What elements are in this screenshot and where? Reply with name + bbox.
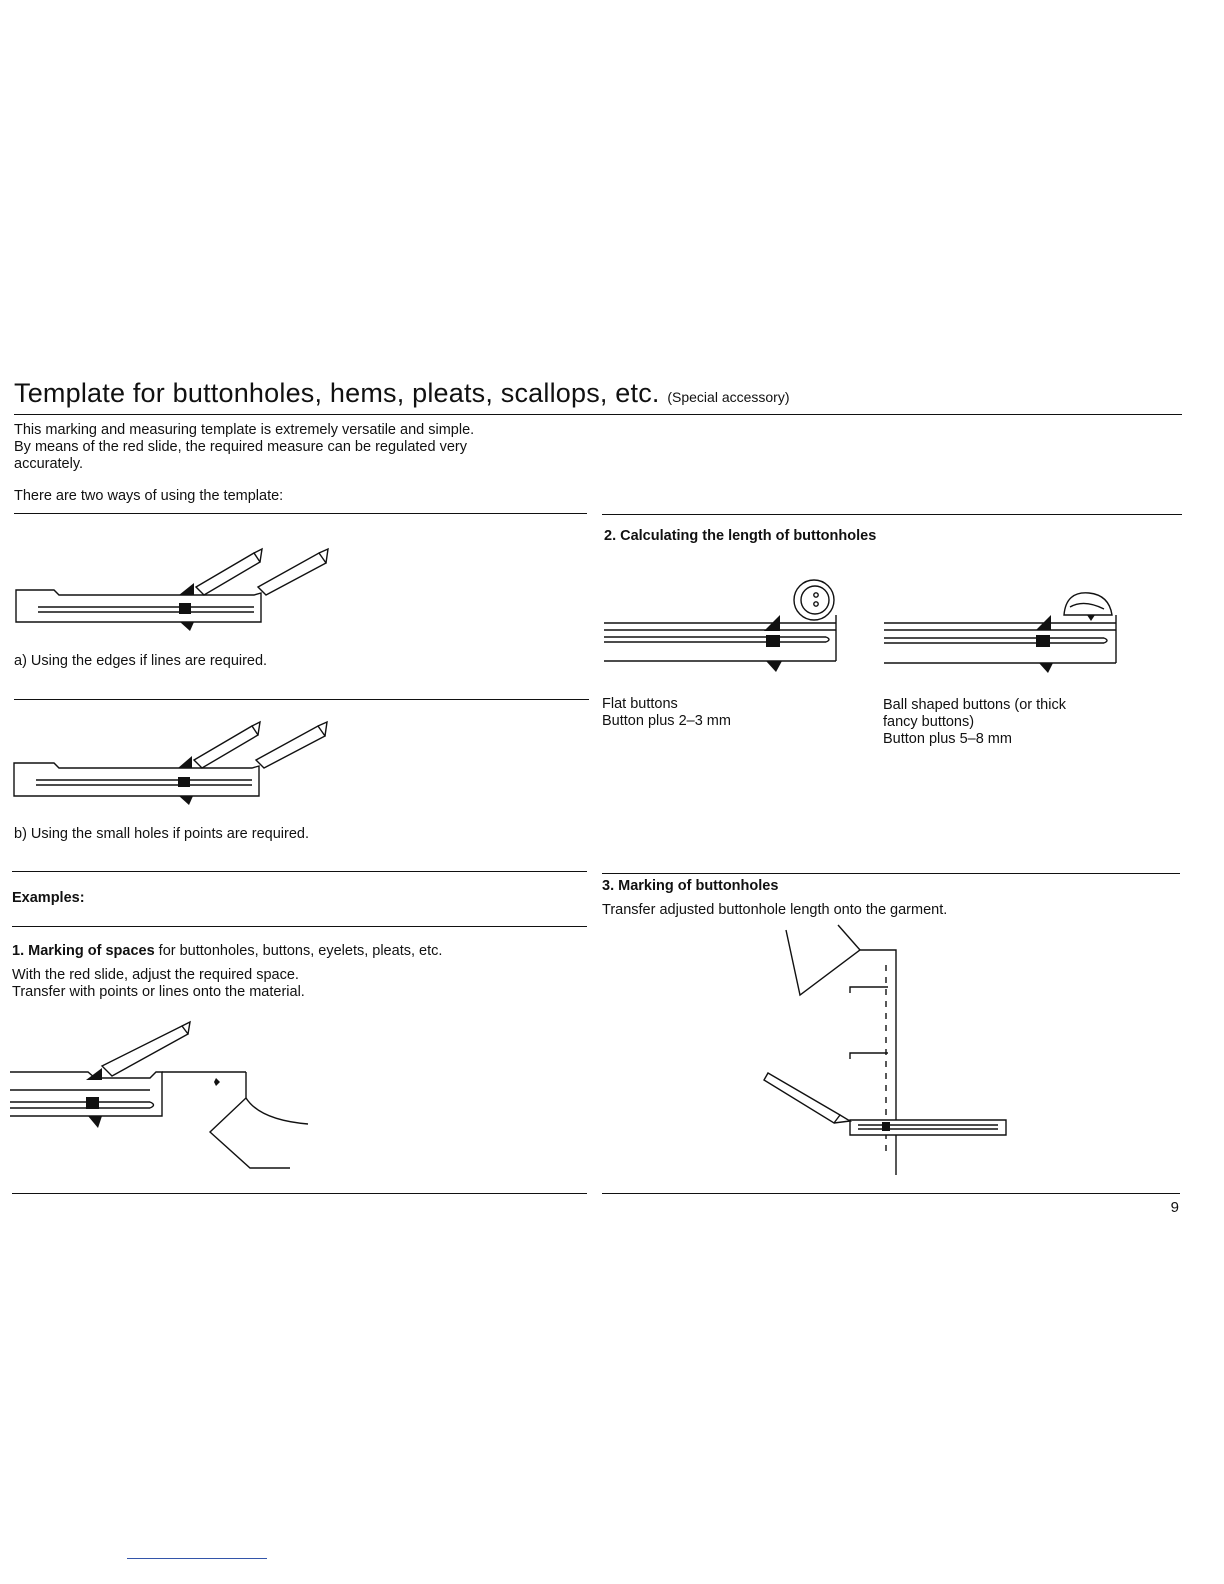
ex1-line2: With the red slide, adjust the required space. — [12, 967, 299, 983]
bottom-line-artifact — [127, 1558, 267, 1559]
ball-button-illustration — [884, 585, 1124, 680]
ex1-rest: for buttonholes, buttons, eyelets, pleats, etc. — [154, 943, 443, 959]
rule-left-2 — [14, 699, 589, 700]
method-a-caption: a) Using the edges if lines are required. — [14, 653, 268, 669]
flat-measure: Button plus 2–3 mm — [602, 713, 731, 729]
title-note: (Special accessory) — [667, 389, 790, 405]
ex1-number: 1. — [12, 943, 25, 959]
title-rule — [14, 414, 1182, 415]
rule-left-1 — [14, 513, 587, 514]
ex1-body — [12, 967, 305, 1001]
rule-right-bottom — [602, 1193, 1180, 1194]
page-title — [14, 378, 790, 409]
ex3-text: Transfer adjusted buttonhole length onto the garment. — [602, 902, 948, 918]
ball-label-line1: Ball shaped buttons (or thick — [883, 697, 1066, 713]
marking-buttonholes-illustration — [760, 925, 1020, 1180]
examples-heading: Examples: — [12, 890, 85, 906]
method-b-caption: b) Using the small holes if points are required. — [14, 826, 309, 842]
two-ways-text: There are two ways of using the template: — [14, 488, 284, 504]
intro-line: accurately. — [14, 456, 84, 472]
rule-right-1 — [602, 514, 1182, 515]
ball-measure: Button plus 5–8 mm — [883, 731, 1012, 747]
ex1-bold: Marking of spaces — [28, 943, 155, 959]
template-edges-illustration — [14, 545, 344, 640]
intro-line: This marking and measuring template is extremely versatile and simple. — [14, 422, 475, 438]
rule-left-3 — [12, 871, 587, 872]
ex2-heading: 2. Calculating the length of buttonholes — [604, 528, 877, 544]
flat-buttons-caption — [602, 696, 731, 730]
ex3-heading: 3. Marking of buttonholes — [602, 878, 779, 894]
intro-paragraph — [14, 422, 474, 473]
page-number: 9 — [1170, 1199, 1179, 1216]
intro-line: By means of the red slide, the required measure can be regulated very — [14, 439, 467, 455]
rule-left-bottom — [12, 1193, 587, 1194]
flat-label: Flat buttons — [602, 696, 678, 712]
title-text: Template for buttonholes, hems, pleats, scallops, etc. — [14, 378, 660, 408]
ball-buttons-caption — [883, 697, 1066, 748]
marking-spaces-illustration — [10, 1020, 320, 1175]
flat-button-illustration — [604, 575, 844, 675]
ex1-line3: Transfer with points or lines onto the material. — [12, 984, 305, 1000]
template-holes-illustration — [14, 718, 344, 808]
ball-label-line2: fancy buttons) — [883, 714, 975, 730]
ex1-heading — [12, 943, 442, 960]
rule-right-3 — [602, 873, 1180, 874]
rule-left-4 — [12, 926, 587, 927]
